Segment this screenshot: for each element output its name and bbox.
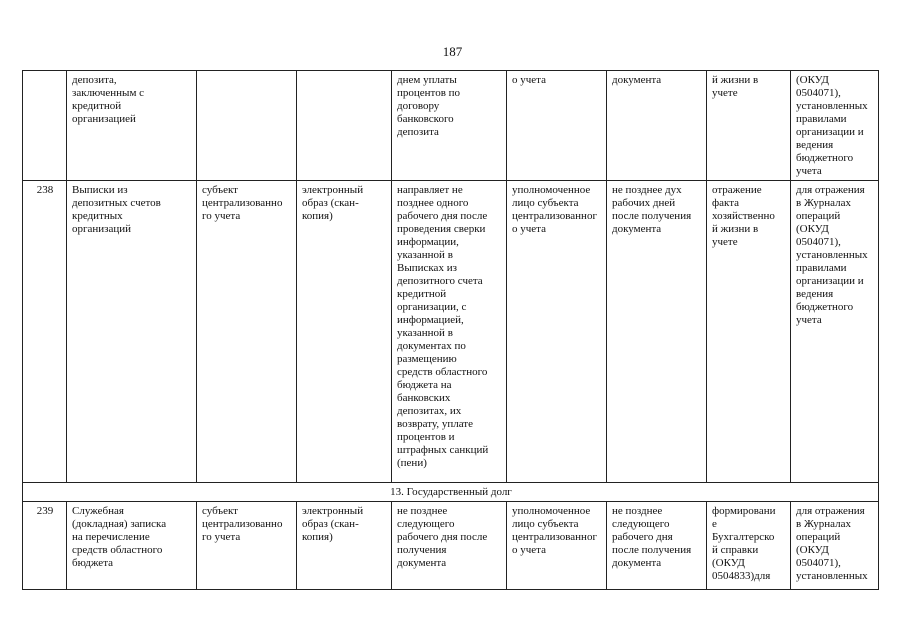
- action-cell: формировани е Бухгалтерско й справки (ОКУД 0504833)для: [707, 502, 791, 590]
- processing-deadline-cell: не позднее следующего рабочего дня после получения документа: [607, 502, 707, 590]
- author-cell: субъект централизованно го учета: [197, 181, 297, 483]
- table-row: [23, 181, 879, 483]
- document-name-cell: Служебная (докладная) записка на перечисление средств областного бюджета: [67, 502, 197, 590]
- document-name-cell: депозита, заключенным с кредитной организацией: [67, 71, 197, 181]
- table-row: [23, 502, 879, 590]
- purpose-cell: (ОКУД 0504071), установленных правилами организации и ведения бюджетного учета: [791, 71, 879, 181]
- deadline-cell: днем уплаты процентов по договору банковского депозита: [392, 71, 507, 181]
- page-number: 187: [442, 44, 463, 59]
- action-cell: отражение факта хозяйственно й жизни в учете: [707, 181, 791, 483]
- format-cell: электронный образ (скан- копия): [297, 181, 392, 483]
- recipient-cell: уполномоченное лицо субъекта централизованног о учета: [507, 502, 607, 590]
- recipient-cell: уполномоченное лицо субъекта централизованног о учета: [507, 181, 607, 483]
- processing-deadline-cell: не позднее дух рабочих дней после получения документа: [607, 181, 707, 483]
- row-number: 239: [23, 502, 67, 590]
- purpose-cell: для отражения в Журналах операций (ОКУД 0504071), установленных правилами организации и ведения бюджетного учета: [791, 181, 879, 483]
- purpose-cell: для отражения в Журналах операций (ОКУД 0504071), установленных: [791, 502, 879, 590]
- row-number: [23, 71, 67, 181]
- author-cell: [197, 71, 297, 181]
- section-row: [23, 483, 879, 502]
- document-table: [22, 70, 879, 590]
- processing-deadline-cell: документа: [607, 71, 707, 181]
- recipient-cell: о учета: [507, 71, 607, 181]
- format-cell: [297, 71, 392, 181]
- deadline-cell: не позднее следующего рабочего дня после получения документа: [392, 502, 507, 590]
- document-name-cell: Выписки из депозитных счетов кредитных организаций: [67, 181, 197, 483]
- row-number: 238: [23, 181, 67, 483]
- deadline-cell: направляет не позднее одного рабочего дня после проведения сверки информации, указанной в Выписках из депозитного счета кредитной организации, с информацией, указанной в документах по размещению средств областного бюджета на банковских депозитах, их возврату, уплате процентов и штрафных санкций (пени): [392, 181, 507, 483]
- section-title: 13. Государственный долг: [23, 483, 879, 502]
- table-row: [23, 71, 879, 181]
- action-cell: й жизни в учете: [707, 71, 791, 181]
- author-cell: субъект централизованно го учета: [197, 502, 297, 590]
- format-cell: электронный образ (скан- копия): [297, 502, 392, 590]
